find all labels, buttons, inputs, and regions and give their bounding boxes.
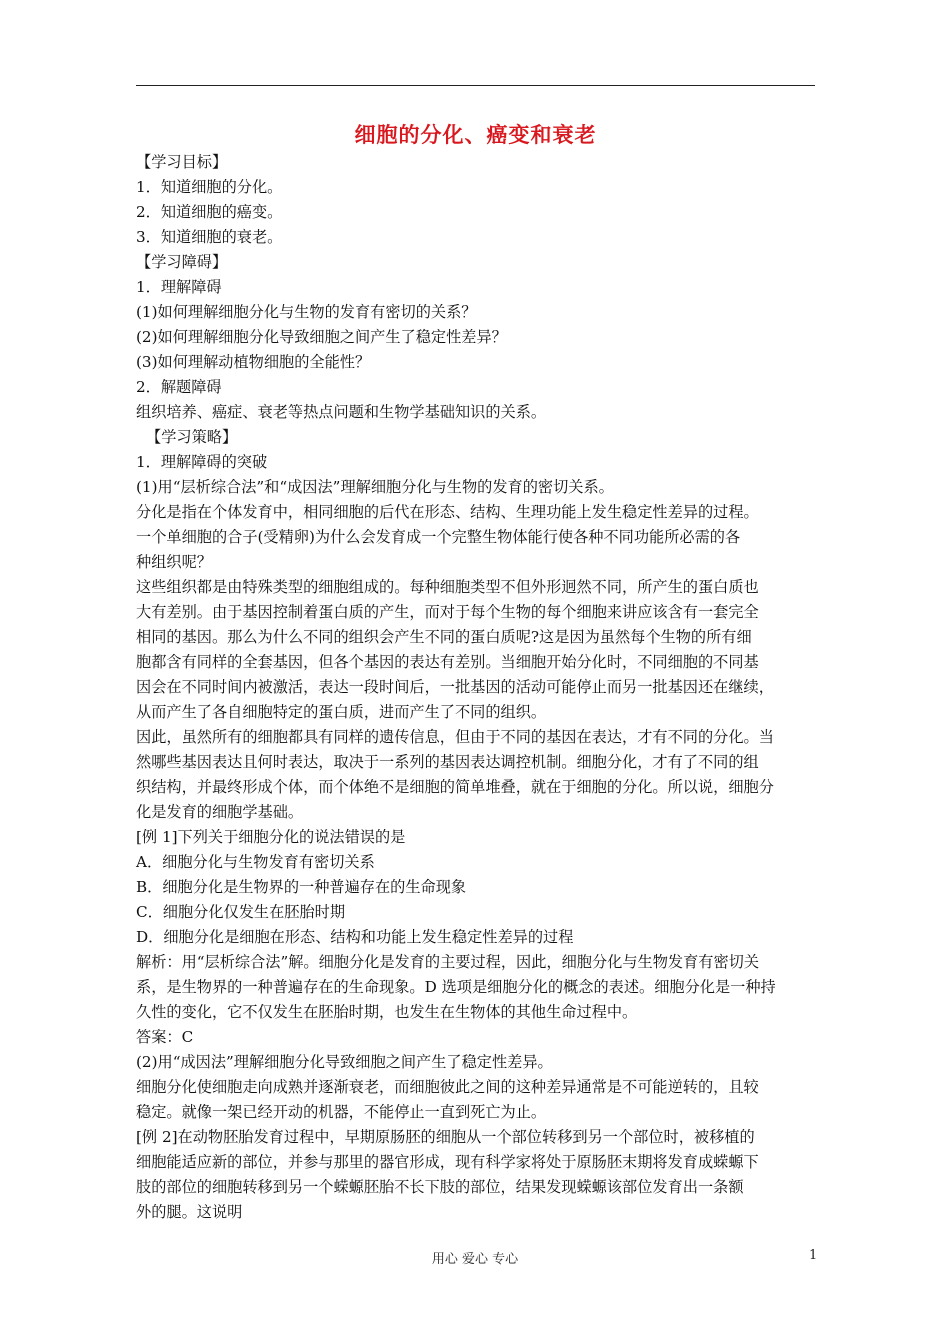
paragraph-line: 种组织呢？ bbox=[136, 553, 212, 571]
paragraph-line: 细胞分化使细胞走向成熟并逐渐衰老，而细胞彼此之间的这种差异通常是不可能逆转的，且较 bbox=[136, 1078, 759, 1096]
paragraph-line: 大有差别。由于基因控制着蛋白质的产生，而对于每个生物的每个细胞来讲应该含有一套完全 bbox=[136, 603, 759, 621]
paragraph-line: 2．知道细胞的癌变。 bbox=[136, 203, 283, 221]
paragraph-line: 这些组织都是由特殊类型的细胞组成的。每种细胞类型不但外形迥然不同，所产生的蛋白质也 bbox=[136, 578, 759, 596]
paragraph-line: 分化是指在个体发育中，相同细胞的后代在形态、结构、生理功能上发生稳定性差异的过程。 bbox=[136, 503, 759, 521]
answer-option: B．细胞分化是生物界的一种普遍存在的生命现象 bbox=[136, 878, 467, 896]
section-heading: 【学习策略】 bbox=[146, 428, 238, 446]
answer-option: D．细胞分化是细胞在形态、结构和功能上发生稳定性差异的过程 bbox=[136, 928, 574, 946]
paragraph-line: 稳定。就像一架已经开动的机器，不能停止一直到死亡为止。 bbox=[136, 1103, 547, 1121]
header-rule bbox=[136, 85, 815, 86]
paragraph-line: 1．理解障碍 bbox=[136, 278, 222, 296]
paragraph-line: 2．解题障碍 bbox=[136, 378, 222, 396]
example-question: [例 1]下列关于细胞分化的说法错误的是 bbox=[136, 828, 406, 846]
paragraph-line: 解析：用“层析综合法”解。细胞分化是发育的主要过程，因此，细胞分化与生物发育有密切关 bbox=[136, 953, 760, 971]
paragraph-line: (1)如何理解细胞分化与生物的发育有密切的关系？ bbox=[136, 303, 477, 321]
paragraph-line: 1．理解障碍的突破 bbox=[136, 453, 268, 471]
paragraph-line: 外的腿。这说明 bbox=[136, 1203, 243, 1221]
paragraph-line: 系，是生物界的一种普遍存在的生命现象。D 选项是细胞分化的概念的表述。细胞分化是一种持 bbox=[136, 978, 776, 996]
footer-motto: 用心 爱心 专心 bbox=[431, 1252, 519, 1267]
document-title: 细胞的分化、癌变和衰老 bbox=[354, 122, 597, 147]
example-question: [例 2]在动物胚胎发育过程中，早期原肠胚的细胞从一个部位转移到另一个部位时，被移植的 bbox=[136, 1128, 755, 1146]
paragraph-line: 肢的部位的细胞转移到另一个蝾螈胚胎不长下肢的部位，结果发现蝾螈该部位发育出一条额 bbox=[136, 1178, 744, 1196]
paragraph-line: 然哪些基因表达且何时表达，取决于一系列的基因表达调控机制。细胞分化，才有了不同的组 bbox=[136, 753, 759, 771]
paragraph-line: (1)用“层析综合法”和“成因法”理解细胞分化与生物的发育的密切关系。 bbox=[136, 478, 614, 496]
paragraph-line: 从而产生了各自细胞特定的蛋白质，进而产生了不同的组织。 bbox=[136, 703, 547, 721]
document-body bbox=[136, 150, 816, 1225]
paragraph-line: 1．知道细胞的分化。 bbox=[136, 178, 283, 196]
paragraph-line: 因会在不同时间内被激活，表达一段时间后，一批基因的活动可能停止而另一批基因还在继续， bbox=[136, 678, 774, 696]
paragraph-line: 相同的基因。那么为什么不同的组织会产生不同的蛋白质呢?这是因为虽然每个生物的所有细 bbox=[136, 628, 752, 646]
paragraph-line: 组织培养、癌症、衰老等热点问题和生物学基础知识的关系。 bbox=[136, 403, 547, 421]
page-number: 1 bbox=[809, 1248, 818, 1263]
section-heading: 【学习障碍】 bbox=[136, 253, 228, 271]
paragraph-line: 因此，虽然所有的细胞都具有同样的遗传信息，但由于不同的基因在表达，才有不同的分化。当 bbox=[136, 728, 774, 746]
paragraph-line: (2)如何理解细胞分化导致细胞之间产生了稳定性差异？ bbox=[136, 328, 507, 346]
answer-option: C．细胞分化仅发生在胚胎时期 bbox=[136, 903, 346, 921]
answer-option: A．细胞分化与生物发育有密切关系 bbox=[136, 853, 375, 871]
paragraph-line: 织结构，并最终形成个体，而个体绝不是细胞的简单堆叠，就在于细胞的分化。所以说，细胞分 bbox=[136, 778, 774, 796]
paragraph-line: 3．知道细胞的衰老。 bbox=[136, 228, 283, 246]
paragraph-line: 化是发育的细胞学基础。 bbox=[136, 803, 304, 821]
section-heading: 【学习目标】 bbox=[136, 153, 228, 171]
paragraph-line: (2)用“成因法”理解细胞分化导致细胞之间产生了稳定性差异。 bbox=[136, 1053, 553, 1071]
answer-line: 答案：C bbox=[136, 1028, 194, 1046]
paragraph-line: 一个单细胞的合子(受精卵)为什么会发育成一个完整生物体能行使各种不同功能所必需的各 bbox=[136, 528, 741, 546]
paragraph-line: 胞都含有同样的全套基因，但各个基因的表达有差别。当细胞开始分化时，不同细胞的不同基 bbox=[136, 653, 759, 671]
paragraph-line: 细胞能适应新的部位，并参与那里的器官形成，现有科学家将处于原肠胚末期将发育成蝾螈下 bbox=[136, 1153, 759, 1171]
paragraph-line: (3)如何理解动植物细胞的全能性？ bbox=[136, 353, 371, 371]
paragraph-line: 久性的变化，它不仅发生在胚胎时期，也发生在生物体的其他生命过程中。 bbox=[136, 1003, 638, 1021]
